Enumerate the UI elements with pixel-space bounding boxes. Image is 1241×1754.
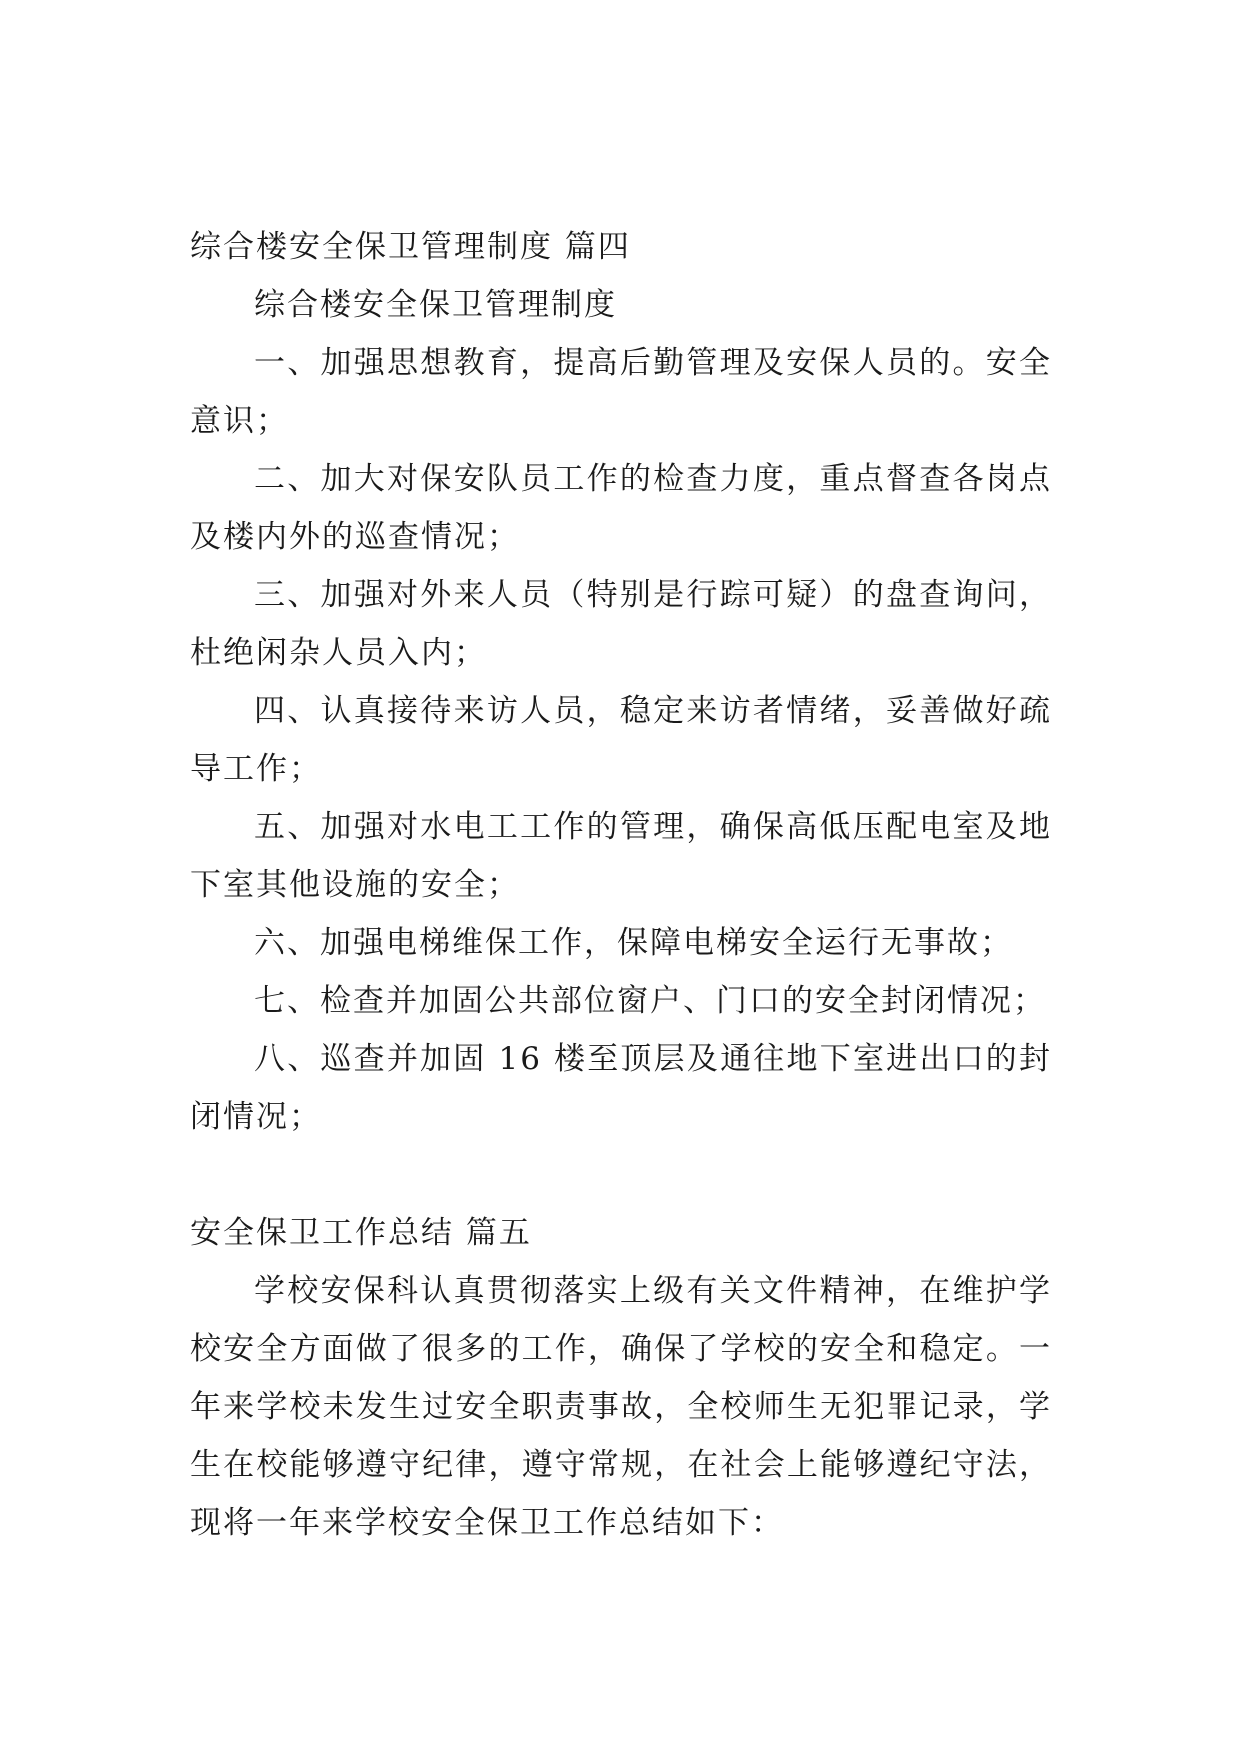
- paragraph: 一、加强思想教育，提高后勤管理及安保人员的。安全意识；: [190, 345, 1052, 439]
- paragraph: 三、加强对外来人员（特别是行踪可疑）的盘查询问，杜绝闲杂人员入内；: [190, 577, 1052, 671]
- paragraph: 七、检查并加固公共部位窗户、门口的安全封闭情况；: [254, 983, 1046, 1019]
- paragraph: 四、认真接待来访人员，稳定来访者情绪，妥善做好疏导工作；: [190, 693, 1052, 787]
- paragraph: 六、加强电梯维保工作，保障电梯安全运行无事故；: [254, 925, 1013, 961]
- paragraph: 八、巡查并加固 16 楼至顶层及通往地下室进出口的封闭情况；: [190, 1041, 1052, 1135]
- document-body: [190, 218, 1052, 1552]
- section-heading: 综合楼安全保卫管理制度 篇四: [190, 229, 631, 265]
- paragraph: 学校安保科认真贯彻落实上级有关文件精神，在维护学校安全方面做了很多的工作，确保了学校的安全和稳定。一年来学校未发生过安全职责事故，全校师生无犯罪记录，学生在校能够遵守纪律，遵守常规，在社会上能够遵纪守法，现将一年来学校安全保卫工作总结如下：: [190, 1273, 1052, 1541]
- section-subtitle: 综合楼安全保卫管理制度: [254, 287, 617, 323]
- paragraph: 二、加大对保安队员工作的检查力度，重点督查各岗点及楼内外的巡查情况；: [190, 461, 1052, 555]
- section-heading: 安全保卫工作总结 篇五: [190, 1215, 532, 1251]
- paragraph: 五、加强对水电工工作的管理，确保高低压配电室及地下室其他设施的安全；: [190, 809, 1052, 903]
- section-4: [190, 218, 1052, 1146]
- section-5: [190, 1204, 1052, 1552]
